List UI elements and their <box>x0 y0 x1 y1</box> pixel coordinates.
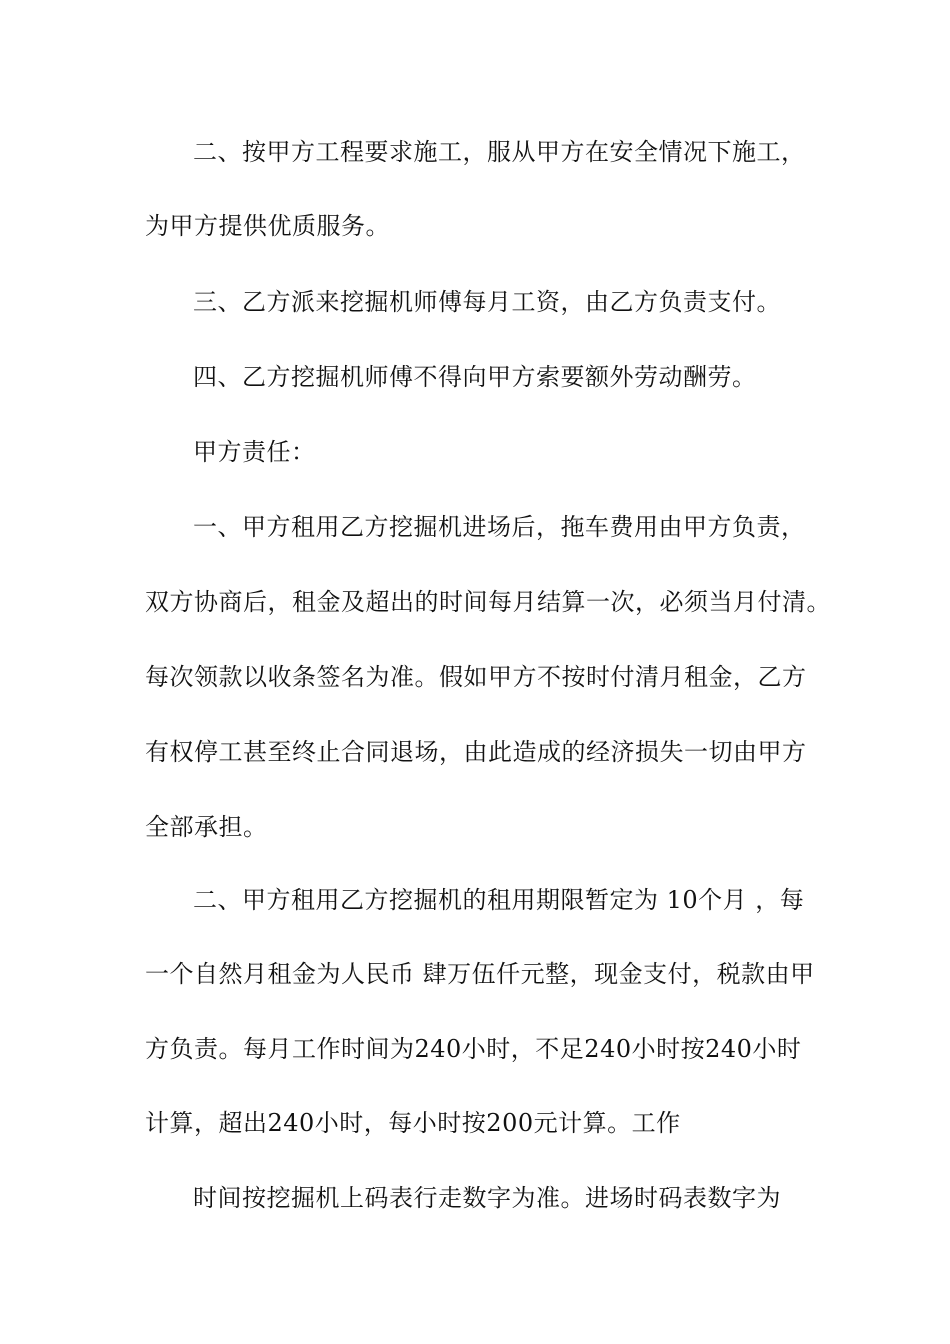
text-line-3: 三、乙方派来挖掘机师傅每月工资，由乙方负责支付。 <box>193 288 781 316</box>
text-line-2: 为甲方提供优质服务。 <box>145 212 390 240</box>
text-line-6: 一、甲方租用乙方挖掘机进场后，拖车费用由甲方负责， <box>193 513 806 541</box>
text-line-11: 二、甲方租用乙方挖掘机的租用期限暂定为 10个月 ，每 <box>193 886 805 914</box>
text-line-8: 每次领款以收条签名为准。假如甲方不按时付清月租金，乙方 <box>145 663 807 691</box>
text-line-4: 四、乙方挖掘机师傅不得向甲方索要额外劳动酬劳。 <box>193 363 757 391</box>
section-heading: 甲方责任： <box>193 438 316 466</box>
text-line-1: 二、按甲方工程要求施工，服从甲方在安全情况下施工， <box>193 138 806 166</box>
text-line-7: 双方协商后，租金及超出的时间每月结算一次，必须当月付清。 <box>145 588 831 616</box>
text-line-15: 时间按挖掘机上码表行走数字为准。进场时码表数字为 <box>193 1184 781 1212</box>
text-line-12: 一个自然月租金为人民币 肆万伍仟元整，现金支付，税款由甲 <box>145 960 815 988</box>
text-line-9: 有权停工甚至终止合同退场，由此造成的经济损失一切由甲方 <box>145 738 807 766</box>
text-line-14: 计算，超出240小时，每小时按200元计算。工作 <box>145 1109 681 1137</box>
text-line-10: 全部承担。 <box>145 813 268 841</box>
text-line-13: 方负责。每月工作时间为240小时，不足240小时按240小时 <box>145 1035 802 1063</box>
